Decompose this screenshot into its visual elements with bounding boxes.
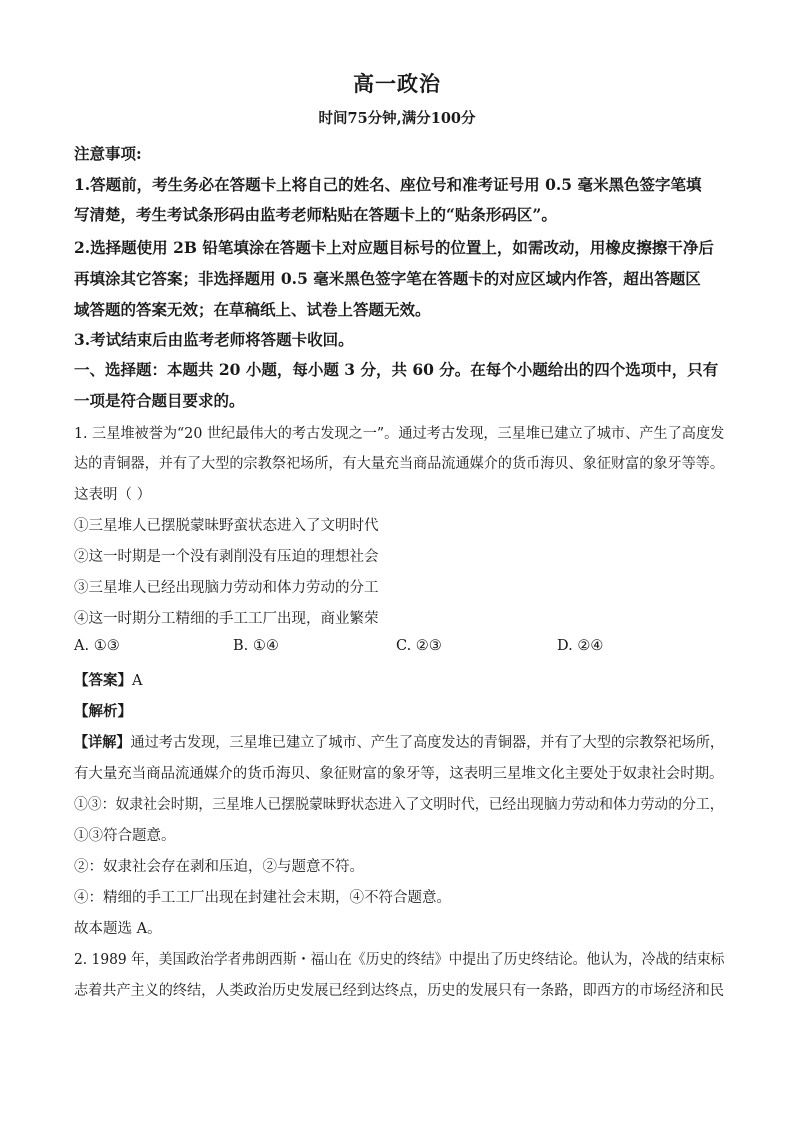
q1-detail-line-3: ①③：奴隶社会时期，三星堆人已摆脱蒙昧野状态进入了文明时代，已经出现脑力劳动和体力劳动的分工，	[74, 797, 724, 813]
q1-statement-1: ①三星堆人已摆脱蒙昧野蛮状态进入了文明时代	[74, 518, 379, 534]
detail-tag: 【详解】	[74, 734, 131, 751]
answer-value: A	[132, 673, 143, 689]
q1-detail-line-4: ①③符合题意。	[74, 828, 176, 844]
note-2-line-1: 2.选择题使用 2B 铅笔填涂在答题卡上对应题目标号的位置上，如需改动，用橡皮擦擦干净后	[74, 238, 714, 257]
q1-answer	[74, 669, 142, 690]
q1-option-c: C. ②③	[396, 638, 442, 654]
section-1-heading-line-2: 一项是符合题目要求的。	[74, 391, 245, 410]
q1-statement-4: ④这一时期分工精细的手工工厂出现，商业繁荣	[74, 611, 379, 627]
note-2-line-2: 再填涂其它答案；非选择题用 0.5 毫米黑色签字笔在答题卡的对应区域内作答，超出答题区	[74, 269, 701, 288]
q1-stem-line-2: 达的青铜器，并有了大型的宗教祭祀场所，有大量充当商品流通媒介的货币海贝、象征财富的象牙等等。	[74, 456, 724, 472]
note-3: 3.考试结束后由监考老师将答题卡收回。	[74, 330, 354, 349]
q1-option-a: A. ①③	[74, 638, 120, 654]
q1-detail-line-6: ④：精细的手工工厂出现在封建社会末期，④不符合题意。	[74, 890, 451, 906]
exam-time-score: 时间75分钟,满分100分	[318, 110, 476, 127]
q1-detail-line-1	[74, 731, 724, 752]
q2-stem-line-2: 志着共产主义的终结，人类政治历史发展已经到达终点，历史的发展只有一条路，即西方的市场经济和民	[74, 983, 724, 999]
note-1-line-1: 1.答题前，考生务必在答题卡上将自己的姓名、座位号和准考证号用 0.5 毫米黑色签字笔填	[74, 175, 702, 194]
q1-detail-line-2: 有大量充当商品流通媒介的货币海贝、象征财富的象牙等，这表明三星堆文化主要处于奴隶社会时期。	[74, 766, 724, 782]
q1-stem-line-1: 1. 三星堆被誉为“20 世纪最伟大的考古发现之一”。通过考古发现，三星堆已建立了城市、产生了高度发	[74, 426, 725, 442]
q1-conclusion: 故本题选 A。	[74, 921, 162, 937]
q1-option-b: B. ①④	[233, 638, 279, 654]
page-title: 高一政治	[353, 71, 441, 96]
q2-stem-line-1: 2. 1989 年，美国政治学者弗朗西斯・福山在《历史的终结》中提出了历史终结论。他认为，冷战的结束标	[74, 952, 725, 968]
q1-option-d: D. ②④	[557, 638, 604, 654]
answer-tag: 【答案】	[74, 672, 132, 689]
detail-text-1: 通过考古发现，三星堆已建立了城市、产生了高度发达的青铜器，并有了大型的宗教祭祀场所，	[130, 735, 724, 751]
q1-stem-line-3: 这表明（ ）	[74, 487, 152, 503]
q1-statement-3: ③三星堆人已经出现脑力劳动和体力劳动的分工	[74, 580, 379, 596]
q1-detail-line-5: ②：奴隶社会存在剥和压迫，②与题意不符。	[74, 859, 364, 875]
note-1-line-2: 写清楚，考生考试条形码由监考老师粘贴在答题卡上的“贴条形码区”。	[74, 205, 557, 224]
section-1-heading-line-1: 一、选择题：本题共 20 小题，每小题 3 分，共 60 分。在每个小题给出的四个选项中，只有	[74, 360, 719, 379]
note-2-line-3: 域答题的答案无效；在草稿纸上、试卷上答题无效。	[74, 300, 431, 319]
analysis-tag: 【解析】	[74, 703, 132, 720]
q1-statement-2: ②这一时期是一个没有剥削没有压迫的理想社会	[74, 549, 379, 565]
notes-heading: 注意事项:	[74, 144, 142, 163]
